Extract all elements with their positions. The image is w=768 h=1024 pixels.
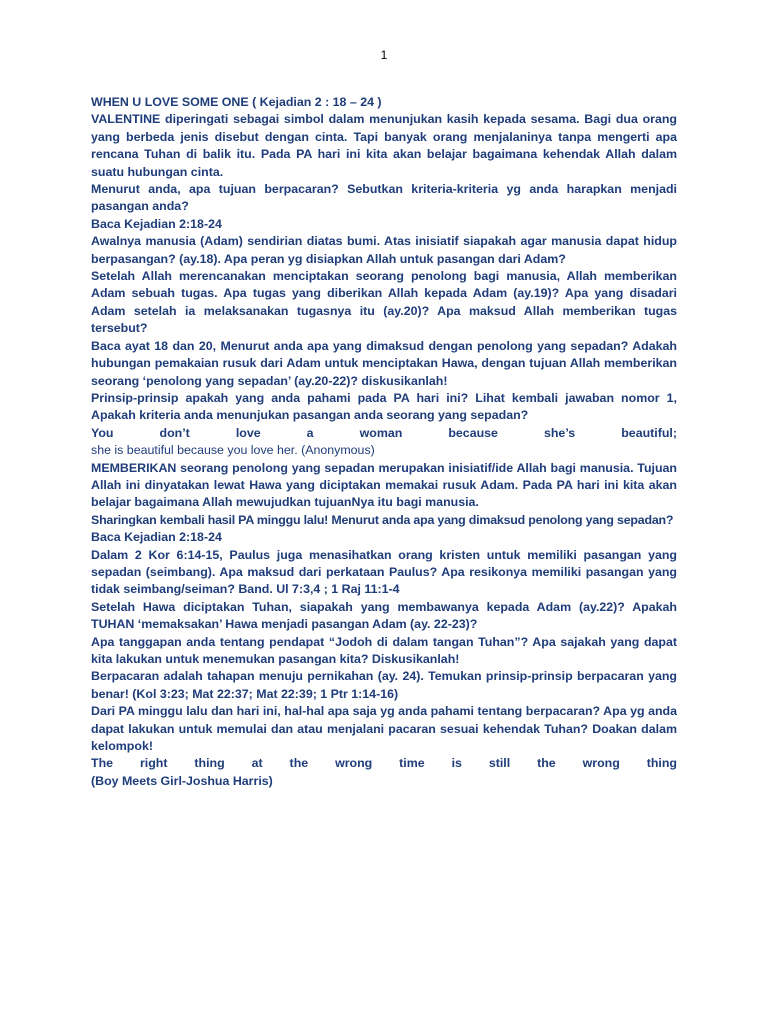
quote-line: she is beautiful because you love her. (Anonymous): [91, 443, 375, 458]
intro-paragraph: MEMBERIKAN seorang penolong yang sepadan merupakan inisiatif/ide Allah bagi manusia. Tujuan Allah ini dinyatakan lewat Hawa yang diciptakan memakai rusuk Adam. Pada PA hari ini kita akan belajar bagaimana Allah mewujudkan tujuanNya itu bagi manusia.: [91, 460, 677, 510]
scripture-reference: Baca Kejadian 2:18-24: [91, 216, 222, 231]
question-paragraph: Setelah Hawa diciptakan Tuhan, siapakah yang membawanya kepada Adam (ay.22)? Apakah TUHAN ‘memaksakan’ Hawa menjadi pasangan Adam (ay. 22-23)?: [91, 599, 677, 632]
question-paragraph: Prinsip-prinsip apakah yang anda pahami pada PA hari ini? Lihat kembali jawaban nomor 1, Apakah kriteria anda menunjukan pasangan anda seorang yang sepadan?: [91, 390, 677, 423]
quote-line: The right thing at the wrong time is still the wrong thing: [91, 756, 677, 771]
question-paragraph: Baca ayat 18 dan 20, Menurut anda apa yang dimaksud dengan penolong yang sepadan? Adakah hubungan pemakaian rusuk dari Adam untuk menciptakan Hawa, dengan tujuan Allah memberikan seorang ‘penolong yang sepadan’ (ay.20-22)? diskusikanlah!: [91, 338, 677, 388]
quote-line: You don’t love a woman because she’s beautiful;: [91, 425, 677, 440]
question-paragraph: Dari PA minggu lalu dan hari ini, hal-hal apa saja yg anda pahami tentang berpacaran? Apa yg anda dapat lakukan untuk memulai dan atau menjalani pacaran sesuai kehendak Tuhan? Doakan dalam kelompok!: [91, 704, 677, 754]
question-paragraph: Apa tanggapan anda tentang pendapat “Jodoh di dalam tangan Tuhan”? Apa sajakah yang dapat kita lakukan untuk menemukan pasangan kita? Diskusikanlah!: [91, 634, 677, 666]
question-paragraph: Awalnya manusia (Adam) sendirian diatas bumi. Atas inisiatif siapakah agar manusia dapat hidup berpasangan? (ay.18). Apa peran yg disiapkan Allah untuk pasangan dari Adam?: [91, 234, 677, 266]
question-paragraph: Menurut anda, apa tujuan berpacaran? Sebutkan kriteria-kriteria yg anda harapkan menjadi pasangan anda?: [91, 182, 677, 214]
document-title: WHEN U LOVE SOME ONE ( Kejadian 2 : 18 – 24 ): [91, 95, 382, 109]
question-paragraph: Sharingkan kembali hasil PA minggu lalu! Menurut anda apa yang dimaksud penolong yang sepadan?: [91, 512, 674, 527]
page-number: 1: [380, 48, 388, 62]
question-paragraph: Setelah Allah merencanakan menciptakan seorang penolong bagi manusia, Allah memberikan Adam sebuah tugas. Apa tugas yang diberikan Allah kepada Adam (ay.19)? Apa yang disadari Adam setelah ia melaksanakan tugasnya itu (ay.20)? Apa maksud Allah memberikan tugas tersebut?: [91, 269, 677, 336]
document-body: [91, 94, 677, 790]
quote-attribution: (Boy Meets Girl-Joshua Harris): [91, 773, 273, 788]
scripture-reference: Baca Kejadian 2:18-24: [91, 530, 222, 545]
intro-paragraph: VALENTINE diperingati sebagai simbol dalam menunjukan kasih kepada sesama. Bagi dua orang yang berbeda jenis disebut dengan cinta. Tapi banyak orang menjalaninya tanpa mengerti apa rencana Tuhan di balik itu. Pada PA hari ini kita akan belajar bagaimana kehendak Allah dalam suatu hubungan cinta.: [91, 112, 677, 179]
question-paragraph: Berpacaran adalah tahapan menuju pernikahan (ay. 24). Temukan prinsip-prinsip berpacaran yang benar! (Kol 3:23; Mat 22:37; Mat 22:39; 1 Ptr 1:14-16): [91, 669, 677, 701]
question-paragraph: Dalam 2 Kor 6:14-15, Paulus juga menasihatkan orang kristen untuk memiliki pasangan yang sepadan (seimbang). Apa maksud dari perkataan Paulus? Apa resikonya memiliki pasangan yang tidak seimbang/seiman? Band. Ul 7:3,4 ; 1 Raj 11:1-4: [91, 547, 677, 597]
